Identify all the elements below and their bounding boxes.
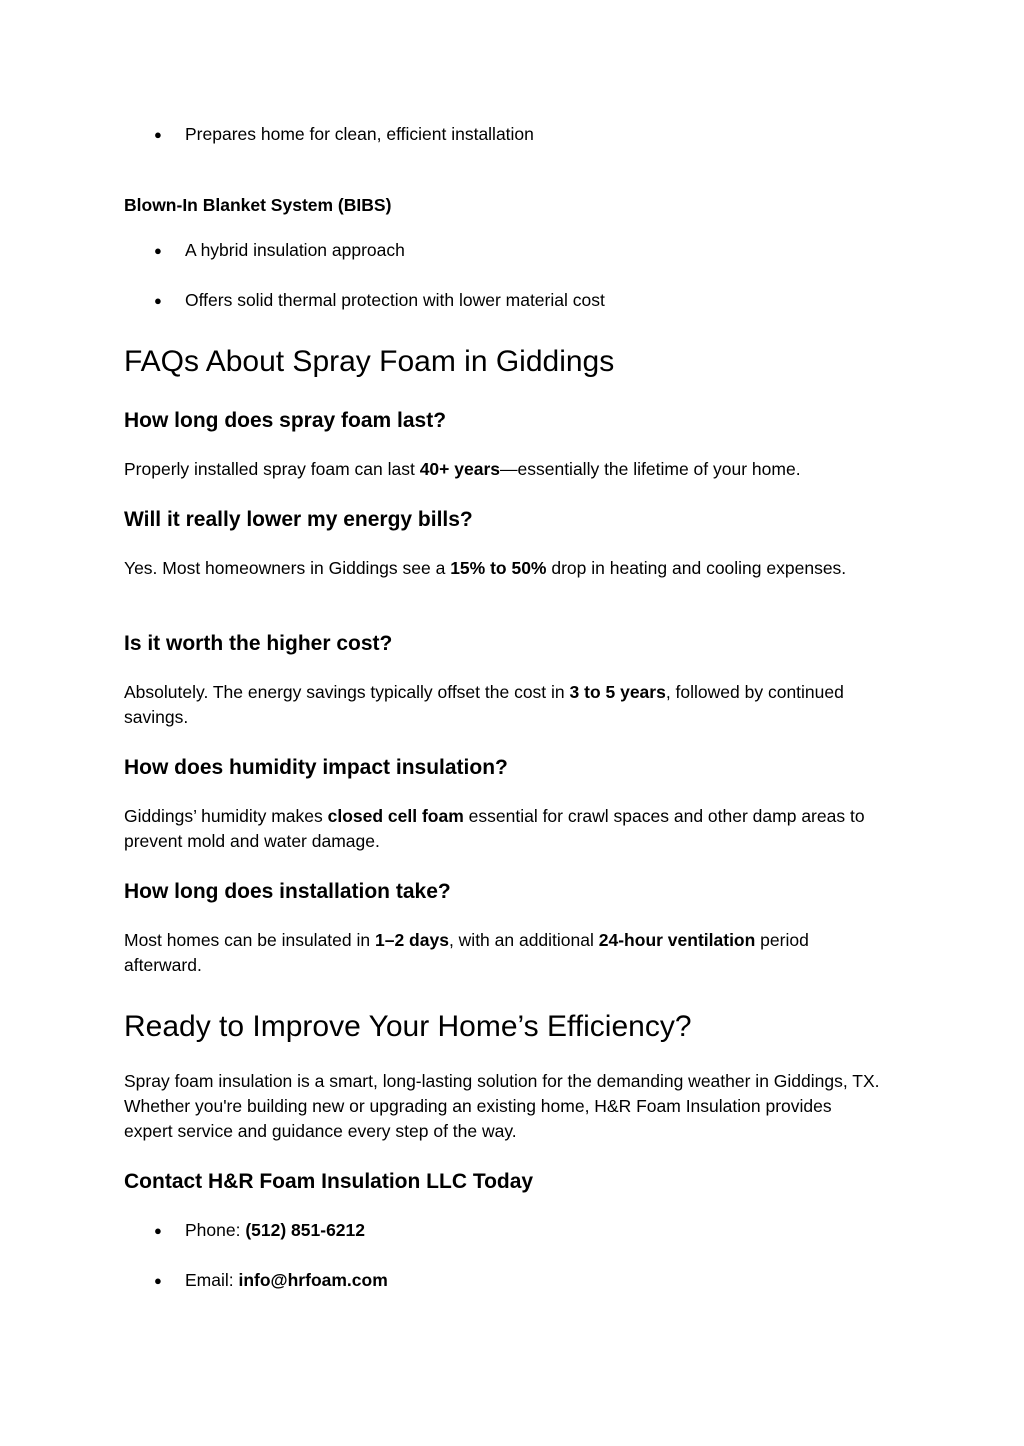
list-item: ● Prepares home for clean, efficient installation [154, 122, 534, 147]
cta-heading: Ready to Improve Your Home’s Efficiency? [124, 1010, 692, 1043]
phone-number: (512) 851-6212 [245, 1220, 365, 1240]
bullet-icon: ● [154, 127, 162, 142]
bullet-icon: ● [154, 1223, 162, 1238]
faq-question: Is it worth the higher cost? [124, 632, 393, 655]
faq-heading: FAQs About Spray Foam in Giddings [124, 345, 615, 378]
contact-phone: ● Phone: (512) 851-6212 [154, 1218, 365, 1243]
faq-answer: Properly installed spray foam can last 40+ years—essentially the lifetime of your home. [124, 459, 801, 479]
faq-question: Will it really lower my energy bills? [124, 508, 473, 531]
bullet-icon: ● [154, 243, 162, 258]
bibs-title: Blown-In Blanket System (BIBS) [124, 195, 392, 215]
faq-answer: Most homes can be insulated in 1–2 days, with an additional 24-hour ventilation period afterward. [124, 930, 809, 975]
contact-heading: Contact H&R Foam Insulation LLC Today [124, 1170, 534, 1193]
faq-answer: Yes. Most homeowners in Giddings see a 15% to 50% drop in heating and cooling expenses. [124, 558, 847, 578]
faq-answer: Absolutely. The energy savings typically offset the cost in 3 to 5 years, followed by continued savings. [124, 682, 844, 727]
cta-paragraph: Spray foam insulation is a smart, long-lasting solution for the demanding weather in Giddings, TX. Whether you're building new or upgrading an existing home, H&R Foam Insulation provides expert service and guidance every step of the way. [124, 1071, 880, 1141]
faq-question: How long does spray foam last? [124, 409, 447, 432]
contact-email: ● Email: info@hrfoam.com [154, 1268, 388, 1293]
email-address: info@hrfoam.com [238, 1270, 388, 1290]
faq-question: How does humidity impact insulation? [124, 756, 508, 779]
bullet-icon: ● [154, 293, 162, 308]
bullet-icon: ● [154, 1273, 162, 1288]
faq-question: How long does installation take? [124, 880, 451, 903]
list-item: ● A hybrid insulation approach [154, 238, 405, 263]
faq-answer: Giddings’ humidity makes closed cell foam essential for crawl spaces and other damp areas to prevent mold and water damage. [124, 806, 865, 851]
list-item: ● Offers solid thermal protection with lower material cost [154, 288, 605, 313]
